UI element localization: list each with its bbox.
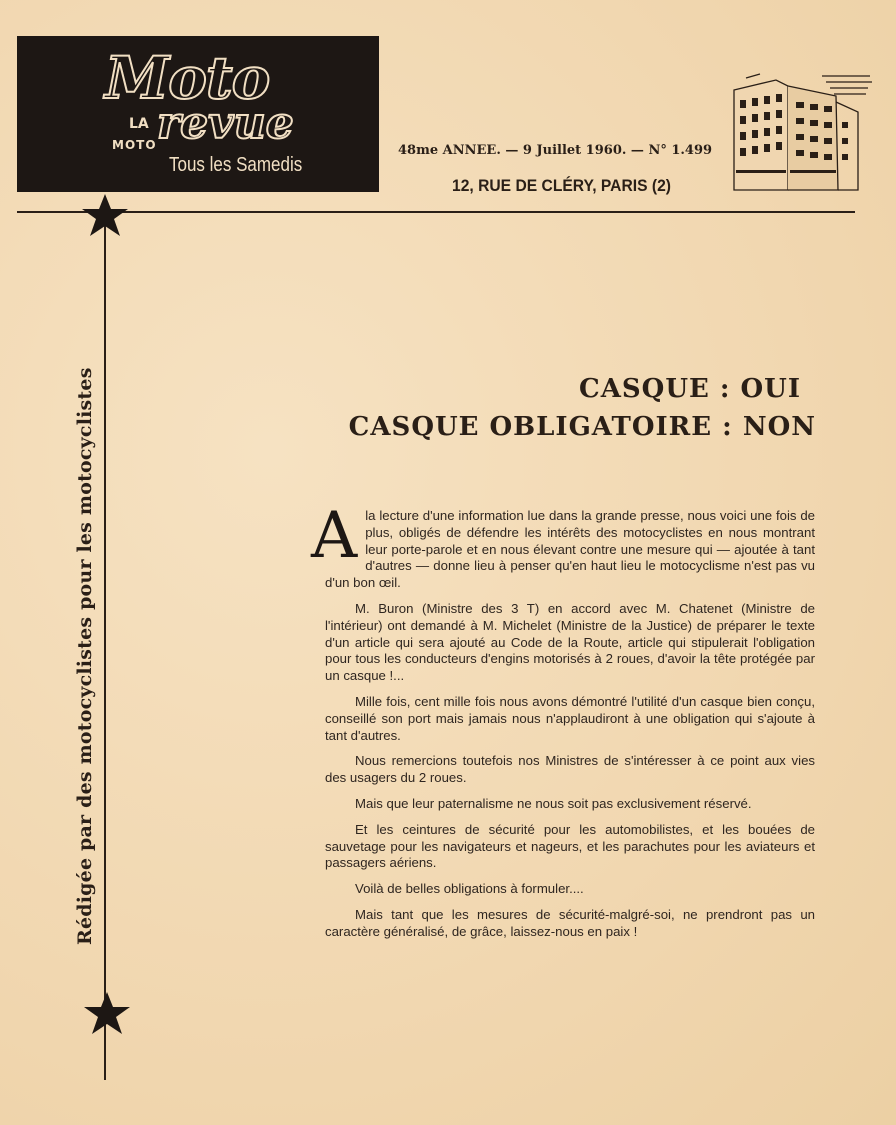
building-illustration-icon	[726, 72, 876, 194]
vertical-slogan: Rédigée par des motocyclistes pour les motocyclistes	[74, 367, 96, 945]
star-ornament-icon	[82, 990, 132, 1036]
article-paragraph: Mais tant que les mesures de sécurité-malgré-soi, ne prendront pas un caractère généralisé, de grâce, laissez-nous en paix !	[325, 906, 815, 939]
masthead-logo-block	[17, 36, 379, 192]
article-paragraph: Ala lecture d'une information lue dans la grande presse, nous voici une fois de plus, obligés de défendre les intérêts des motocyclistes en nous montrant leur porte-parole et en nous élevant contre une mesure qui — ajoutée à tant d'autres — donne lieu à penser qu'en haut lieu le motocyclisme n'est pas vu d'un bon œil.	[311, 499, 815, 591]
logo-moto-text: Moto	[105, 44, 270, 112]
headline-line-1: CASQUE : OUI	[579, 374, 801, 404]
publisher-address: 12, RUE DE CLÉRY, PARIS (2)	[452, 176, 672, 195]
star-ornament-icon	[80, 192, 130, 238]
headline-line-2: CASQUE OBLIGATOIRE : NON	[348, 412, 816, 442]
drop-cap: A	[311, 499, 358, 573]
logo-revue-text: revue	[157, 98, 294, 149]
logo-moto-small-text: MOTO	[112, 138, 157, 152]
article-paragraph: Mille fois, cent mille fois nous avons démontré l'utilité d'un casque bien conçu, conseillé son port mais jamais nous n'applaudiront à une obligation qui s'ajoute à tant d'autres.	[325, 693, 815, 743]
article-paragraph: Nous remercions toutefois nos Ministres de s'intéresser à ce point aux vies des usagers du 2 roues.	[325, 753, 815, 786]
article-paragraph: Voilà de belles obligations à formuler....	[355, 881, 584, 897]
masthead-tagline: Tous les Samedis	[169, 154, 303, 176]
horizontal-divider	[17, 211, 855, 213]
article-body	[311, 499, 815, 950]
vertical-divider	[104, 216, 106, 1080]
article-paragraph: Mais que leur paternalisme ne nous soit pas exclusivement réservé.	[355, 795, 752, 811]
article-paragraph: M. Buron (Ministre des 3 T) en accord avec M. Chatenet (Ministre de l'intérieur) ont demandé à M. Michelet (Ministre de la Justice) de préparer le texte d'un article qui sera ajouté au Code de la Route, article qui stipulerait l'obligation pour tous les conducteurs d'engins motorisés à 2 roues, d'avoir la tête protégée par un casque !...	[325, 600, 815, 684]
logo-la-text: LA	[129, 116, 149, 132]
issue-info: 48me ANNEE. — 9 Juillet 1960. — N° 1.499	[398, 143, 713, 158]
article-paragraph: Et les ceintures de sécurité pour les automobilistes, et les bouées de sauvetage pour les navigateurs et nageurs, et les parachutes pour les aviateurs et passagers aériens.	[325, 821, 815, 871]
